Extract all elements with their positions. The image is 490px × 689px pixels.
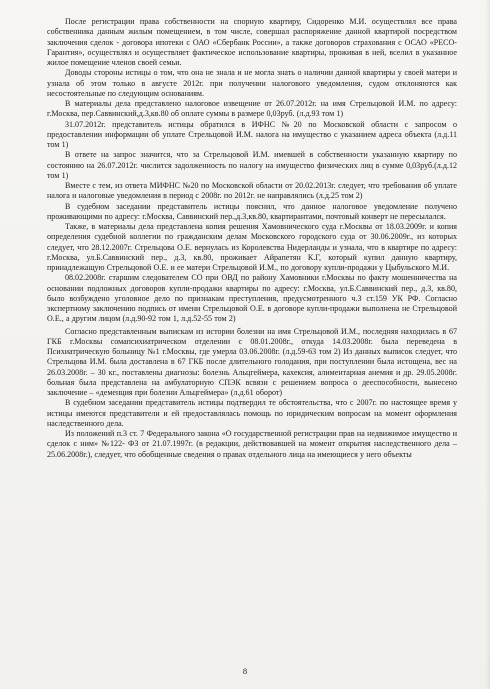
paragraph-11: В судебном заседании представитель истицы подтвердил те обстоятельства, что с 2007г. по настоящее время у истицы имеются представители и ей предоставлялась помощь по юридическим вопросам на момент оформления наследственного дела.	[47, 398, 457, 428]
paragraph-1: После регистрации права собственности на спорную квартиру, Сидоренко М.И. осуществлял все права собственника данным жилым помещением, в том числе, совершал распоряжение данной квартирой посредством заключения сделок - договора ипотеки с ОАО «Сбербанк России», а также договоров страхования с ОСАО «РЕСО-Гарантия», осуществлял и осуществляет фактическое использование квартиры, проживая в ней, вселил в указанное жилое помещение членов своей семьи.	[47, 17, 457, 67]
paragraph-5: В ответе на запрос значится, что за Стрельцовой И.М. имевшей в собственности указанную квартиру по состоянию на 26.07.2012г. числится задолженность по налогу на имущество физических лиц в сумме 0,03руб.(л.д.12 том 1)	[47, 150, 457, 180]
page-number: 8	[242, 666, 248, 676]
paragraph-7: В судебном заседании представитель истицы пояснил, что данное налоговое уведомление получено проживающими по адресу: г.Москва, Саввинский пер.,д.3,кв.80, квартирантами, почтовый конверт не пересылался.	[47, 201, 457, 221]
document-body	[47, 17, 457, 460]
paragraph-12: Из положений п.3 ст. 7 Федерального закона «О государственной регистрации прав на недвижимое имущество и сделок с ним» №122- ФЗ от 21.07.1997г. (в редакции, действовавшей на момент открытия наследственного дела – 25.06.2008г.), следует, что обобщенные сведения о правах отдельного лица на имеющиеся у него объекты	[47, 429, 457, 459]
scan-edge-shadow	[485, 0, 490, 689]
paragraph-9: 08.02.2008г. старшим следователем СО при ОВД по району Хамовники г.Москвы по факту мошенничества на основании подложных договоров купли-продажи квартиры по адресу: г.Москва, ул.Б.Саввинский пер., д.3, кв.80, было возбуждено уголовное дело по признакам преступления, предусмотренного ч.3 ст.159 УК РФ. Согласно экспертному заключению подпись от имени Стрельцовой О.Е. в договоре купли-продажи выполнена не Стрельцовой О.Е., а другим лицом (л.д.90-92 том 1, л.д.52-55 том 2)	[47, 273, 457, 324]
paragraph-10: Согласно представленным выпискам из истории болезни на имя Стрельцовой И.М., последняя находилась в 67 ГКБ г.Москвы сомапсихиатрическом отделении с 08.01.2008г., откуда 14.03.2008г. была переведена в Психиатрическую больницу №1 г.Москвы, где умерла 03.06.2008г. (л.д.59-63 том 2) Из данных выписок следует, что Стрельцова И.М. была доставлена в 67 ГКБ после длительного голодания, при поступлении была истощена, вес на 26.03.2008г. – 30 кг., поставлены диагнозы: болезнь Альцгеймера, кахексия, алиментарная анемия и др. 29.05.2008г. больная была представлена на амбулаторную СПЭК всвязи с решением вопроса о дееспособности, вынесено заключение – «деменция при болезни Альцгеймера» (л.д.61 оборот)	[47, 326, 457, 397]
paragraph-3: В материалы дела представлено налоговое извещение от 26.07.2012г. на имя Стрельцовой И.М. по адресу: г.Москва, пер.Саввинский,д.3,кв.80 об оплате суммы в размере 0,03руб. (л.д.93 том 1)	[47, 99, 457, 119]
paragraph-2: Доводы стороны истицы о том, что она не знала и не могла знать о наличии данной квартиры у своей матери и узнала об этом только в августе 2012г. при получении налогового уведомления, судом отклоняются как несостоятельные по следующим основаниям.	[47, 68, 457, 98]
paragraph-8: Также, в материалы дела представлена копия решения Хамовнического суда г.Москвы от 18.03.2009г. и копия определения судебной коллегии по гражданским делам Московского городского суда от 30.06.2009г., из которых следует, что 28.12.2007г. Стрельцова О.Е. вернулась из Королевства Нидерланды и узнала, что в квартире по адресу: г.Москва, ул.Б.Саввинский пер., д.3, кв.80, проживает Айрапетян К.Г, который купил данную квартиру, принадлежащую Стрельцовой О.Е. и ее матери Стрельцовой И.М., по договору купли-продажи у Цыбульского М.И.	[47, 222, 457, 272]
paragraph-6: Вместе с тем, из ответа МИФНС №20 по Московской области от 20.02.2013г. следует, что требования об уплате налога и налоговые уведомления в период с 2008г. по 2012г. не направлялись (л.д.25 том 2)	[47, 181, 457, 201]
paragraph-4: 31.07.2012г. представитель истицы обратился в ИФНС №20 по Московской области с запросом о предоставлении информации об уплате Стрельцовой И.М. налога на имущество с указанием адреса объекта (л.д.11 том 1)	[47, 119, 457, 149]
